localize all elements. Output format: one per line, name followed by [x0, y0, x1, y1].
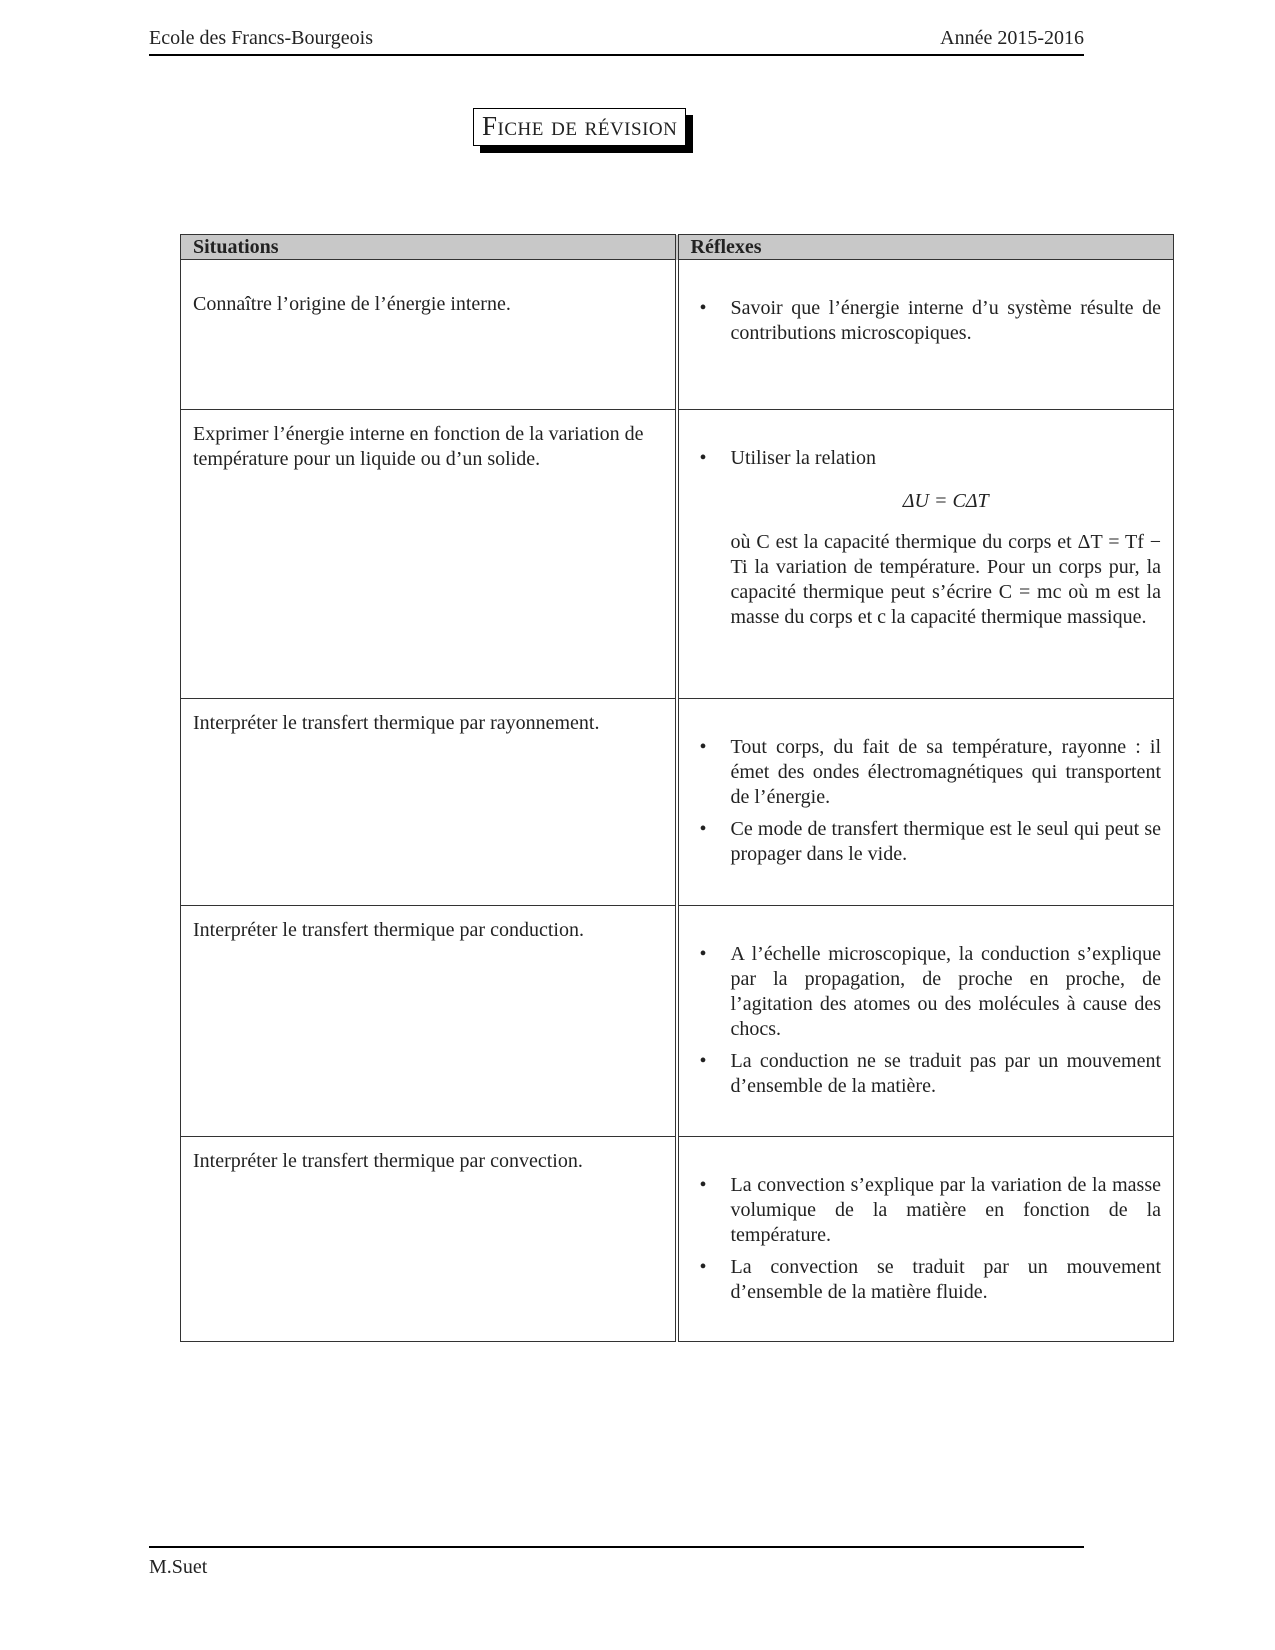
school-year: Année 2015-2016 [940, 27, 1084, 49]
reflex-cell [677, 260, 1174, 410]
reflex-list [719, 1173, 1162, 1305]
reflex-item [719, 446, 1162, 630]
table-row [181, 260, 1174, 410]
situation-cell: Connaître l’origine de l’énergie interne. [181, 260, 677, 410]
reflex-item: • Tout corps, du fait de sa température, rayonne : il émet des ondes électromagnétiques qui transportent de l’énergie. [719, 735, 1162, 810]
table-row [181, 699, 1174, 906]
reflex-item: • La convection se traduit par un mouvement d’ensemble de la matière fluide. [719, 1255, 1162, 1305]
title-box [473, 108, 686, 146]
reflex-item: • Ce mode de transfert thermique est le seul qui peut se propager dans le vide. [719, 817, 1162, 867]
table-row [181, 1137, 1174, 1342]
revision-table [180, 234, 1174, 1342]
situation-cell: Exprimer l’énergie interne en fonction de la variation de température pour un liquide ou d’un solide. [181, 410, 677, 699]
footer-author: M.Suet [149, 1556, 208, 1578]
reflex-list [719, 735, 1162, 867]
table-row [181, 410, 1174, 699]
reflex-item: • Savoir que l’énergie interne d’u système résulte de contributions microscopiques. [719, 296, 1162, 346]
reflex-item: • A l’échelle microscopique, la conduction s’explique par la propagation, de proche en proche, de l’agitation des atomes ou des molécules à cause des chocs. [719, 942, 1162, 1042]
table-header-row [181, 235, 1174, 260]
reflex-cell [677, 906, 1174, 1137]
reflex-item: • La convection s’explique par la variation de la masse volumique de la matière en fonction de la température. [719, 1173, 1162, 1248]
header-reflexes: Réflexes [677, 235, 1174, 260]
header-situations: Situations [181, 235, 677, 260]
reflex-item: • La conduction ne se traduit pas par un mouvement d’ensemble de la matière. [719, 1049, 1162, 1099]
reflex-intro: Utiliser la relation [730, 447, 877, 469]
table-row [181, 906, 1174, 1137]
reflex-list [719, 942, 1162, 1099]
reflex-list [719, 296, 1162, 346]
reflex-cell [677, 410, 1174, 699]
page-title: Fiche de révision [473, 108, 686, 146]
situation-cell: Interpréter le transfert thermique par convection. [181, 1137, 677, 1342]
school-name: Ecole des Francs-Bourgeois [149, 27, 374, 49]
formula: ΔU = CΔT [902, 490, 989, 512]
reflex-cell [677, 1137, 1174, 1342]
situation-cell: Interpréter le transfert thermique par rayonnement. [181, 699, 677, 906]
footer-rule [149, 1546, 1084, 1548]
page-header [149, 26, 1084, 56]
reflex-cell [677, 699, 1174, 906]
formula-note: où C est la capacité thermique du corps et ΔT = Tf − Ti la variation de température. Pour un corps pur, la capacité thermique peut s’écrire C = mc où m est la masse du corps et c la capacité thermique massique. [730, 531, 1161, 628]
situation-cell: Interpréter le transfert thermique par conduction. [181, 906, 677, 1137]
reflex-list [719, 446, 1162, 630]
